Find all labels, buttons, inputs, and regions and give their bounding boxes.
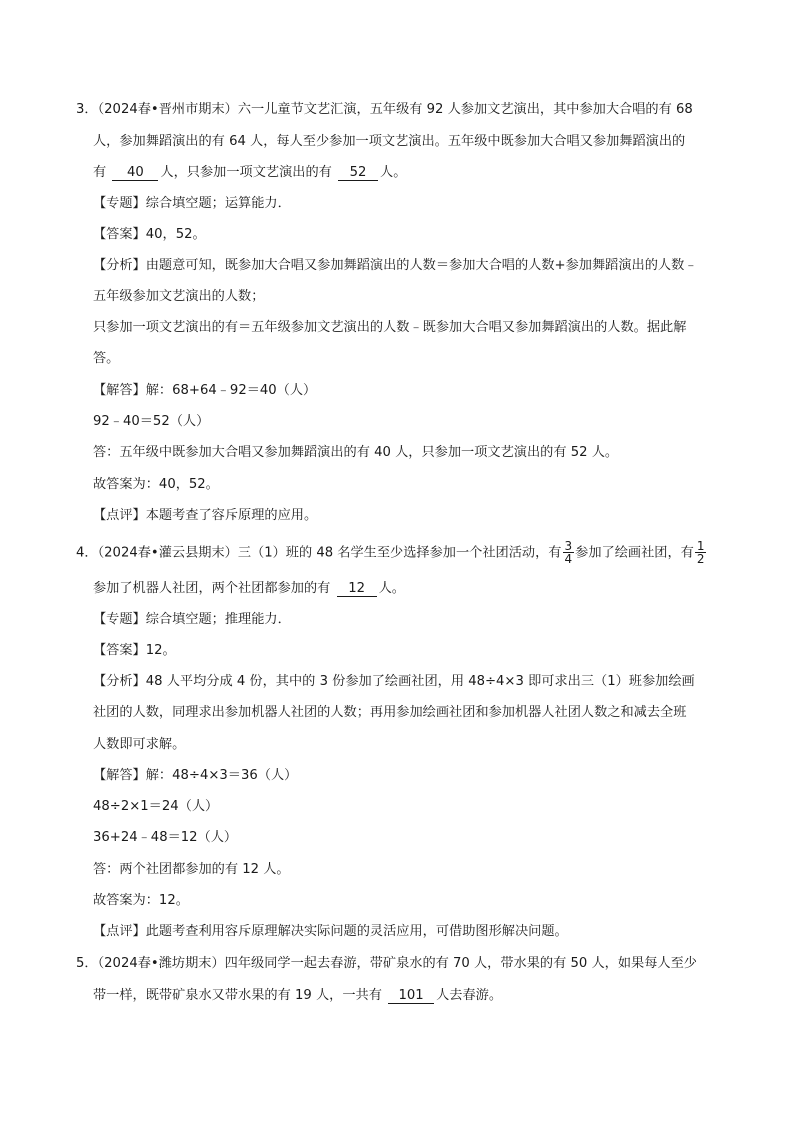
topic-text: 综合填空题；运算能力．	[145, 196, 291, 211]
q3-analysis-line-3: 只参加一项文艺演出的有＝五年级参加文艺演出的人数﹣既参加大合唱又参加舞蹈演出的人数。据此解	[93, 320, 687, 335]
comment-tag: 【点评】	[93, 508, 146, 523]
q3-answer-blank-2: 52	[338, 165, 378, 181]
topic-tag: 【专题】	[93, 612, 146, 627]
q3-solution-line-2: 92﹣40＝52（人）	[93, 414, 210, 429]
analysis-tag: 【分析】	[93, 674, 146, 689]
analysis-text: 48 人平均分成 4 份，其中的 3 份参加了绘画社团，用 48÷4×3 即可求出三（1）班参加绘画	[145, 674, 695, 689]
q3-stem-line-3	[93, 164, 406, 182]
q3-analysis-line-1	[93, 257, 697, 275]
q5-answer-blank-1: 101	[388, 988, 434, 1004]
q5-stem-line-2	[93, 987, 502, 1005]
answer-tag: 【答案】	[93, 643, 146, 658]
q4-stem-line-2	[93, 580, 405, 598]
q3-analysis-line-2: 五年级参加文艺演出的人数；	[93, 289, 265, 304]
q4-answer-blank-1: 12	[337, 581, 377, 597]
topic-text: 综合填空题；推理能力．	[145, 612, 291, 627]
solution-tag: 【解答】	[93, 768, 146, 783]
q5-stem-text: 带一样，既带矿泉水又带水果的有 19 人，一共有	[93, 988, 387, 1003]
answer-tag: 【答案】	[93, 227, 146, 242]
solution-text: 解：48÷4×3＝36（人）	[145, 768, 298, 783]
q4-topic	[93, 611, 291, 629]
q4-solution-line-1	[93, 767, 297, 785]
q4-solution-line-4: 答：两个社团都参加的有 12 人。	[93, 862, 290, 877]
answer-text: 40，52。	[145, 227, 206, 242]
topic-tag: 【专题】	[93, 196, 146, 211]
q5-stem-line-1: 5．（2024春•潍坊期末）四年级同学一起去春游，带矿泉水的有 70 人，带水果的有 50 人，如果每人至少	[76, 956, 697, 971]
q4-stem-text: 4．（2024春•灌云县期末）三（1）班的 48 名学生至少选择参加一个社团活动，有	[76, 545, 562, 561]
q5-stem-text: 人去春游。	[436, 988, 503, 1003]
q3-stem-text: 人。	[380, 165, 407, 180]
answer-text: 12。	[145, 643, 176, 658]
q4-solution-line-3: 36+24﹣48＝12（人）	[93, 830, 238, 845]
q4-analysis-line-2: 社团的人数，同理求出参加机器人社团的人数；再用参加绘画社团和参加机器人社团人数之和减去全班	[93, 705, 687, 720]
q3-answer-blank-1: 40	[112, 165, 158, 181]
q4-solution-line-5: 故答案为：12。	[93, 893, 189, 908]
q3-answer	[93, 226, 206, 244]
fraction-numerator: 1	[696, 539, 705, 553]
q3-stem-line-2: 人，参加舞蹈演出的有 64 人，每人至少参加一项文艺演出。五年级中既参加大合唱又参加舞蹈演出的	[93, 134, 686, 149]
q4-stem-text: 人。	[378, 581, 405, 596]
analysis-tag: 【分析】	[93, 258, 146, 273]
analysis-text: 由题意可知，既参加大合唱又参加舞蹈演出的人数＝参加大合唱的人数+参加舞蹈演出的人数﹣	[145, 258, 698, 273]
q4-solution-line-2: 48÷2×1＝24（人）	[93, 799, 219, 814]
q3-solution-line-4: 故答案为：40，52。	[93, 477, 219, 492]
q3-comment	[93, 507, 317, 525]
fraction-numerator: 3	[564, 539, 573, 553]
q3-analysis-line-4: 答。	[93, 351, 120, 366]
q4-stem-text: 参加了机器人社团，两个社团都参加的有	[93, 581, 335, 596]
solution-text: 解：68+64﹣92＝40（人）	[145, 383, 317, 398]
fraction-denominator: 4	[564, 552, 573, 566]
fraction-one-half	[695, 540, 707, 565]
q4-stem-line-1	[76, 540, 707, 565]
solution-tag: 【解答】	[93, 383, 146, 398]
q3-stem-text: 有	[93, 165, 111, 180]
comment-text: 本题考查了容斥原理的应用。	[145, 508, 318, 523]
q3-topic	[93, 195, 291, 213]
fraction-denominator: 2	[696, 552, 705, 566]
comment-tag: 【点评】	[93, 924, 146, 939]
q4-analysis-line-3: 人数即可求解。	[93, 737, 186, 752]
comment-text: 此题考查利用容斥原理解决实际问题的灵活应用，可借助图形解决问题。	[145, 924, 568, 939]
q4-comment	[93, 923, 568, 941]
fraction-three-quarters	[563, 540, 575, 565]
q3-solution-line-1	[93, 382, 316, 400]
q4-answer	[93, 642, 176, 660]
q3-stem-line-1: 3．（2024春•晋州市期末）六一儿童节文艺汇演，五年级有 92 人参加文艺演出，其中参加大合唱的有 68	[76, 102, 693, 117]
q4-analysis-line-1	[93, 673, 695, 691]
q3-stem-text: 人，只参加一项文艺演出的有	[160, 165, 337, 180]
q3-solution-line-3: 答：五年级中既参加大合唱又参加舞蹈演出的有 40 人，只参加一项文艺演出的有 52 人。	[93, 445, 619, 460]
q4-stem-text: 参加了绘画社团，有	[575, 545, 694, 561]
